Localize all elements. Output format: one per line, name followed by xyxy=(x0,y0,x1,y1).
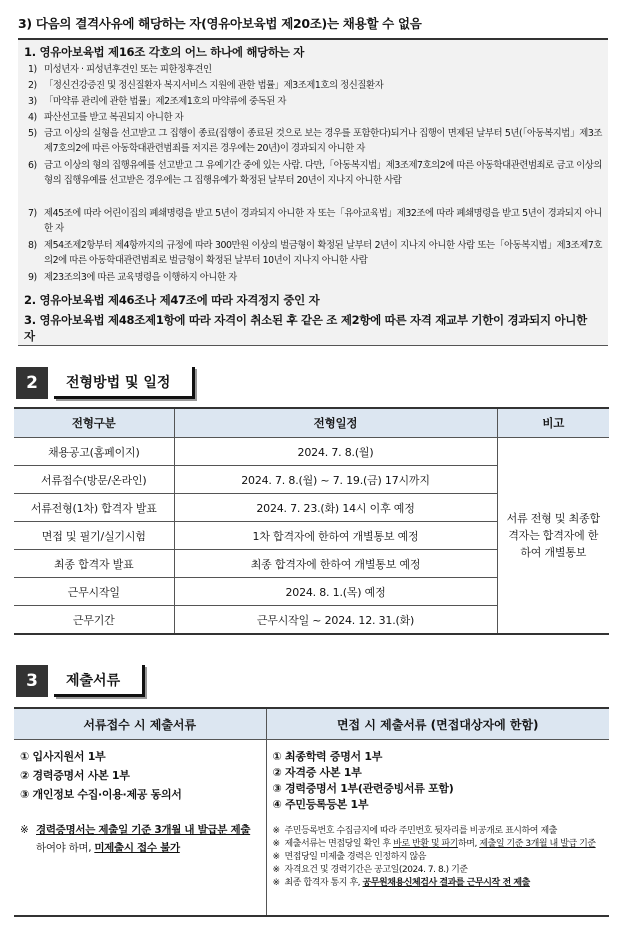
stage-cell: 면접 및 필기/실기시험 xyxy=(14,522,174,550)
list-item: ① 입사지원서 1부 xyxy=(20,750,106,763)
submission-note xyxy=(20,821,260,857)
item-number: 8) xyxy=(28,240,37,251)
stage-cell: 서류전형(1차) 합격자 발표 xyxy=(14,494,174,522)
note-line xyxy=(273,851,604,864)
note-line xyxy=(273,877,604,890)
date-cell: 2024. 8. 1.(목) 예정 xyxy=(174,578,497,606)
disqual-item xyxy=(28,94,602,109)
list-item: ② 자격증 사본 1부 xyxy=(272,766,362,779)
application-docs-cell xyxy=(14,740,266,916)
note-mark: ※ xyxy=(272,852,280,862)
note-line xyxy=(273,825,604,838)
date-cell: 2024. 7. 23.(화) 14시 이후 예정 xyxy=(174,494,497,522)
item-text: 「마약류 관리에 관한 법률」제2조제1호의 마약류에 중독된 자 xyxy=(44,96,287,107)
table-header-row xyxy=(14,408,609,438)
section-number: 2 xyxy=(16,367,48,399)
item-text: 미성년자 · 피성년후견인 또는 피한정후견인 xyxy=(44,64,212,75)
disqual-item xyxy=(28,270,602,285)
item-number: 9) xyxy=(28,272,37,283)
item-text: 파산선고를 받고 복권되지 아니한 자 xyxy=(44,112,184,123)
note-text: 면접당일 미제출 경력은 인정하지 않음 xyxy=(284,852,427,862)
section-2-header xyxy=(16,367,195,399)
stage-cell: 채용공고(홈페이지) xyxy=(14,438,174,466)
note-emphasis: 공무원채용신체검사 결과를 근무시작 전 제출 xyxy=(362,878,530,888)
item-number: 1) xyxy=(28,64,37,75)
stage-cell: 서류접수(방문/온라인) xyxy=(14,466,174,494)
note-mark: ※ xyxy=(272,878,280,888)
note-text xyxy=(285,877,530,890)
list-item: ④ 주민등록등본 1부 xyxy=(272,798,369,811)
note-text xyxy=(36,821,260,857)
item-number: 2) xyxy=(28,80,37,91)
note-plain: 하며, xyxy=(458,839,480,849)
disqual-item xyxy=(28,62,602,77)
note-plain: 제출서류는 면접당일 확인 후 xyxy=(284,839,394,849)
column-header: 서류접수 시 제출서류 xyxy=(14,708,266,740)
note-line xyxy=(273,838,604,851)
disqual-item xyxy=(28,110,602,125)
disqual-item xyxy=(28,126,602,156)
column-header: 전형일정 xyxy=(174,408,497,438)
note-emphasis: 제출일 기준 3개월 내 발급 기준 xyxy=(479,839,596,849)
section-title: 제출서류 xyxy=(54,665,145,697)
item-text: 금고 이상의 형의 집행유예를 선고받고 그 유예기간 중에 있는 사람. 다만,「아동복지법」제3조제7호의2에 따른 아동학대관련범죄로 금고 이상의 형의 집행유예를 선고받은 경우에는 그 집행유예가 확정된 날부터 20년이 지나지 아니한 사람 xyxy=(44,160,602,186)
date-cell: 2024. 7. 8.(월) ~ 7. 19.(금) 17시까지 xyxy=(174,466,497,494)
stage-cell: 근무기간 xyxy=(14,606,174,635)
item-text: 제45조에 따라 어린이집의 폐쇄명령을 받고 5년이 경과되지 아니한 자 또는「유아교육법」제32조에 따라 폐쇄명령을 받고 5년이 경과되지 아니한 자 xyxy=(44,208,602,234)
column-header: 면접 시 제출서류 (면접대상자에 한함) xyxy=(266,708,609,740)
note-mark: ※ xyxy=(20,824,29,836)
disqual-item xyxy=(28,238,602,268)
item-text: 금고 이상의 실형을 선고받고 그 집행이 종료(집행이 종료된 것으로 보는 경우를 포함한다)되거나 집행이 면제된 날부터 5년(「아동복지법」제3조제7호의2에 따른 아동학대관련범죄를 저지른 경우에는 20년)이 경과되지 아니한 자 xyxy=(44,128,602,154)
date-cell: 근무시작일 ~ 2024. 12. 31.(화) xyxy=(174,606,497,635)
stage-cell: 최종 합격자 발표 xyxy=(14,550,174,578)
list-item: ③ 개인정보 수집·이용·제공 동의서 xyxy=(20,788,182,801)
section-title: 전형방법 및 일정 xyxy=(54,367,195,399)
note-plain: 하여야 하며, xyxy=(36,842,95,854)
item-number: 3) xyxy=(28,96,37,107)
section-3-header xyxy=(16,665,145,697)
disqual-head-1: 1. 영유아보육법 제16조 각호의 어느 하나에 해당하는 자 xyxy=(24,45,305,59)
note-emphasis: 미제출시 접수 불가 xyxy=(94,842,180,854)
disqualification-title: 3) 다음의 결격사유에 해당하는 자(영유아보육법 제20조)는 채용할 수 없음 xyxy=(18,16,422,31)
item-number: 4) xyxy=(28,112,37,123)
note-emphasis: 바로 반환 및 파기 xyxy=(393,839,459,849)
note-plain: 최종 합격자 통지 후, xyxy=(284,878,363,888)
section-number: 3 xyxy=(16,665,48,697)
note-mark: ※ xyxy=(272,865,280,875)
item-text: 「정신건강증진 및 정신질환자 복지서비스 지원에 관한 법률」제3조제1호의 정신질환자 xyxy=(44,80,384,91)
disqualification-box xyxy=(18,38,608,346)
note-mark: ※ xyxy=(272,839,280,849)
note-emphasis: 경력증명서는 제출일 기준 3개월 내 발급분 제출 xyxy=(36,824,251,836)
disqual-item xyxy=(28,206,602,236)
item-number: 7) xyxy=(28,208,37,219)
list-item: ③ 경력증명서 1부(관련증빙서류 포함) xyxy=(272,782,454,795)
note-mark: ※ xyxy=(272,826,280,836)
table-header-row xyxy=(14,708,609,740)
date-cell: 1차 합격자에 한하여 개별통보 예정 xyxy=(174,522,497,550)
note-text: 주민등록번호 수집금지에 따라 주민번호 뒷자리를 비공개로 표시하여 제출 xyxy=(284,826,557,836)
item-text: 제23조의3에 따른 교육명령을 이행하지 아니한 자 xyxy=(44,272,237,283)
item-text: 제54조제2항부터 제4항까지의 규정에 따라 300만원 이상의 벌금형이 확정된 날부터 2년이 지나지 아니한 사람 또는「아동복지법」제3조제7호의2에 따른 아동학대관련범죄로 벌금형이 확정된 날부터 10년이 지나지 아니한 사람 xyxy=(44,240,602,266)
column-header: 전형구분 xyxy=(14,408,174,438)
stage-cell: 근무시작일 xyxy=(14,578,174,606)
item-number: 5) xyxy=(28,128,37,139)
note-line xyxy=(273,864,604,877)
remark-cell: 서류 전형 및 최종합격자는 합격자에 한하여 개별통보 xyxy=(497,438,609,635)
table-row xyxy=(14,438,609,466)
disqual-head-3: 3. 영유아보육법 제48조제1항에 따라 자격이 취소된 후 같은 조 제2항에 따른 자격 재교부 기한이 경과되지 아니한 자 xyxy=(24,313,587,343)
disqual-item xyxy=(28,158,602,188)
disqual-item xyxy=(28,78,602,93)
date-cell: 2024. 7. 8.(월) xyxy=(174,438,497,466)
list-item: ① 최종학력 증명서 1부 xyxy=(272,750,383,763)
date-cell: 최종 합격자에 한하여 개별통보 예정 xyxy=(174,550,497,578)
table-row xyxy=(14,740,609,916)
schedule-table xyxy=(14,407,609,635)
item-number: 6) xyxy=(28,160,37,171)
disqual-head-2: 2. 영유아보육법 제46조나 제47조에 따라 자격정지 중인 자 xyxy=(24,293,320,307)
documents-table xyxy=(14,707,609,917)
column-header: 비고 xyxy=(497,408,609,438)
note-text xyxy=(285,838,596,851)
interview-docs-cell xyxy=(266,740,609,916)
list-item: ② 경력증명서 사본 1부 xyxy=(20,769,130,782)
note-text: 자격요건 및 경력기간은 공고일(2024. 7. 8.) 기준 xyxy=(284,865,468,875)
